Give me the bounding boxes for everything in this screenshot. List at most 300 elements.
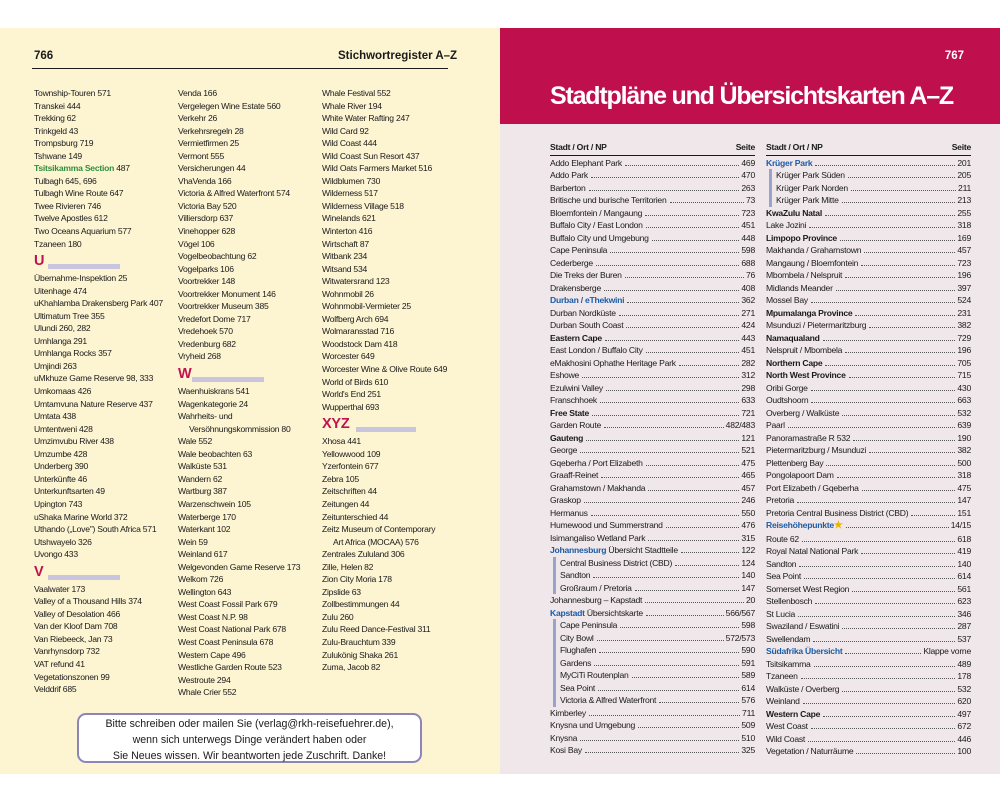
index-entry xyxy=(322,87,482,100)
header-name: Stadt / Ort / NP xyxy=(766,142,823,152)
entry-text: Winterton 416 xyxy=(322,226,373,237)
dot-leader xyxy=(825,215,955,216)
index-section-title: Stichwortregister A–Z xyxy=(338,50,458,62)
map-row xyxy=(550,232,755,245)
index-entry xyxy=(178,473,318,486)
map-name xyxy=(766,683,839,696)
index-entry xyxy=(34,671,174,684)
dot-leader xyxy=(849,377,956,378)
dot-leader xyxy=(804,578,955,579)
map-name-text: North West Province xyxy=(766,370,846,380)
heading-bar xyxy=(192,377,264,382)
map-name-text: Flughafen xyxy=(560,645,596,655)
entry-text: Ultimatum Tree 355 xyxy=(34,310,105,321)
index-entry xyxy=(322,623,482,636)
entry-text: Witsand 534 xyxy=(322,263,368,274)
map-row xyxy=(550,594,755,607)
entry-text: Wild Oats Farmers Market 516 xyxy=(322,163,432,174)
dot-leader xyxy=(869,452,955,453)
index-entry xyxy=(34,310,174,323)
map-row xyxy=(769,169,971,182)
index-entry xyxy=(34,645,174,658)
map-name xyxy=(560,557,672,570)
entry-text: Wahrheits- und xyxy=(178,411,233,422)
dot-leader xyxy=(648,490,739,491)
entry-text: Voortrekker 148 xyxy=(178,276,235,287)
map-page: 451 xyxy=(741,345,755,355)
entry-text: Vredefort Dome 717 xyxy=(178,313,251,324)
map-row xyxy=(766,645,971,658)
map-name-text: Gauteng xyxy=(550,432,584,443)
map-name xyxy=(766,207,822,220)
map-name-text: Durban / eThekwini xyxy=(550,295,625,305)
dot-leader xyxy=(853,440,955,441)
dot-leader xyxy=(855,315,955,316)
map-page: 147 xyxy=(741,582,755,593)
map-page: 122 xyxy=(741,545,755,555)
entry-text: Zille, Helen 82 xyxy=(322,561,374,572)
entry-text: Trekking 62 xyxy=(34,113,76,124)
map-name xyxy=(550,169,588,182)
entry-text: Uitenhage 474 xyxy=(34,285,87,296)
map-page: Klappe vorne xyxy=(923,646,971,656)
entry-text: Zeitungen 44 xyxy=(322,498,370,509)
index-entry xyxy=(178,125,318,138)
entry-text: Tzaneen 180 xyxy=(34,238,82,249)
entry-text: Umkomaas 426 xyxy=(34,386,92,397)
entry-text: uKhahlamba Drakensberg Park 407 xyxy=(34,298,163,309)
map-page: 151 xyxy=(957,507,971,518)
map-name-text: Oribi Gorge xyxy=(766,382,808,393)
map-name xyxy=(550,307,616,320)
map-name-text: Free State xyxy=(550,407,590,418)
dot-leader xyxy=(591,515,740,516)
map-name xyxy=(766,670,798,683)
index-entry xyxy=(178,398,318,411)
map-row xyxy=(550,407,755,420)
dot-leader xyxy=(666,527,740,528)
map-name-text: Graaff-Reinet xyxy=(550,470,599,480)
entry-text: Villiersdorp 637 xyxy=(178,213,234,224)
map-page: 430 xyxy=(957,382,971,393)
entry-text: Wild Coast Sun Resort 437 xyxy=(322,150,420,161)
index-entry xyxy=(322,363,482,376)
entry-text: Zulu-Brauchtum 339 xyxy=(322,636,396,647)
map-name xyxy=(766,720,808,733)
map-table-left xyxy=(550,141,755,757)
index-entry xyxy=(34,583,174,596)
index-entry xyxy=(34,448,174,461)
map-page: 639 xyxy=(957,420,971,430)
map-name xyxy=(766,620,839,633)
map-name-text: West Coast xyxy=(766,721,808,731)
entry-text: World of Birds 610 xyxy=(322,376,389,387)
map-name-text: Franschhoek xyxy=(550,395,597,405)
index-entry xyxy=(322,263,482,276)
index-entry xyxy=(34,272,174,285)
map-row xyxy=(766,608,971,621)
map-name-text: Hermanus xyxy=(550,507,588,518)
index-entry xyxy=(178,100,318,113)
index-entry xyxy=(34,137,174,150)
index-entry xyxy=(322,162,482,175)
map-row xyxy=(766,244,971,257)
dot-leader xyxy=(584,502,740,503)
map-row xyxy=(769,182,971,195)
index-entry xyxy=(178,200,318,213)
entry-text: Whale River 194 xyxy=(322,100,382,111)
map-name xyxy=(766,482,859,495)
map-name xyxy=(776,194,839,207)
map-page: 382 xyxy=(957,320,971,330)
entry-text: Witwatersrand 123 xyxy=(322,276,390,287)
index-entry xyxy=(34,372,174,385)
dot-leader xyxy=(845,352,955,353)
index-entry xyxy=(178,548,318,561)
map-name xyxy=(550,219,643,232)
dot-leader xyxy=(840,240,955,241)
index-entry xyxy=(34,498,174,511)
index-entry xyxy=(178,313,318,326)
index-entry xyxy=(322,313,482,326)
map-page: 73 xyxy=(745,195,755,205)
map-name xyxy=(766,344,842,357)
map-row xyxy=(550,482,755,495)
entry-text: Warzenschwein 105 xyxy=(178,498,251,509)
map-row xyxy=(766,658,971,671)
map-name xyxy=(550,244,607,257)
entry-text: Vredehoek 570 xyxy=(178,326,233,337)
dot-leader xyxy=(864,252,955,253)
map-name-text: Gqeberha / Port Elizabeth xyxy=(550,457,643,468)
map-page: 424 xyxy=(741,320,755,330)
dot-leader xyxy=(811,302,955,303)
map-name-text: Limpopo Province xyxy=(766,232,837,243)
dot-leader xyxy=(593,577,739,578)
entry-text: Verkehrsregeln 28 xyxy=(178,125,244,136)
map-name-text: Pretoria xyxy=(766,495,795,505)
entry-text: Vaalwater 173 xyxy=(34,583,86,594)
index-entry xyxy=(34,297,174,310)
dot-leader xyxy=(620,627,739,628)
map-page: 231 xyxy=(957,307,971,318)
map-row xyxy=(766,633,971,646)
map-name-text: Somerset West Region xyxy=(766,583,850,594)
map-name xyxy=(550,207,642,220)
entry-text: Vermietfirmen 25 xyxy=(178,138,239,149)
index-entry xyxy=(322,288,482,301)
map-name-text: Mpumalanga Province xyxy=(766,307,853,318)
dot-leader xyxy=(869,327,955,328)
map-page: 589 xyxy=(741,670,755,680)
map-row xyxy=(766,369,971,382)
index-entry xyxy=(178,511,318,524)
index-entry xyxy=(34,398,174,411)
map-page: 346 xyxy=(957,608,971,619)
entry-text: Vredenburg 682 xyxy=(178,338,236,349)
dot-leader xyxy=(814,666,956,667)
map-row xyxy=(766,620,971,633)
entry-text: Zulu 260 xyxy=(322,611,354,622)
map-name-text: Krüger Park Mitte xyxy=(776,195,839,205)
map-name xyxy=(766,294,808,307)
map-name xyxy=(550,294,624,307)
dot-leader xyxy=(815,603,955,604)
map-name-text: Cederberge xyxy=(550,257,593,268)
index-entry xyxy=(322,636,482,649)
map-name xyxy=(766,307,852,320)
map-name-text: Humewood und Summerstrand xyxy=(550,520,663,530)
entry-text: Vinehopper 628 xyxy=(178,226,236,237)
map-page: 211 xyxy=(958,182,971,193)
entry-text: Voortrekker Monument 146 xyxy=(178,288,276,299)
map-row xyxy=(553,644,755,657)
map-row xyxy=(766,457,971,470)
index-entry xyxy=(178,212,318,225)
map-row xyxy=(766,482,971,495)
index-entry xyxy=(322,200,482,213)
map-name xyxy=(766,444,866,457)
map-row xyxy=(766,394,971,407)
map-row xyxy=(550,394,755,407)
dot-leader xyxy=(861,553,955,554)
entry-text: Winelands 621 xyxy=(322,213,376,224)
map-name-text: Sandton xyxy=(766,558,797,569)
map-row xyxy=(766,407,971,420)
entry-text: Voortrekker Museum 385 xyxy=(178,301,269,312)
entry-text: Van Riebeeck, Jan 73 xyxy=(34,633,113,644)
map-row xyxy=(550,169,755,182)
map-name-text: Swaziland / Eswatini xyxy=(766,621,840,631)
entry-text: Wupperthal 693 xyxy=(322,401,380,412)
map-row xyxy=(550,707,755,720)
map-page: 397 xyxy=(957,282,971,293)
index-entry xyxy=(178,435,318,448)
map-name-text: Western Cape xyxy=(766,708,821,719)
dot-leader xyxy=(811,390,956,391)
map-name xyxy=(766,332,820,345)
entry-text: Whale Festival 552 xyxy=(322,88,391,98)
dot-leader xyxy=(591,177,740,178)
map-row xyxy=(550,607,755,620)
index-entry xyxy=(34,125,174,138)
entry-text: Westliche Garden Route 523 xyxy=(178,662,282,673)
map-row xyxy=(553,557,755,570)
map-name xyxy=(776,169,845,182)
page-title: Stadtpläne und Übersichtskarten A–Z xyxy=(550,82,953,110)
map-row xyxy=(766,469,971,482)
dot-leader xyxy=(842,628,955,629)
index-entry xyxy=(178,385,318,398)
index-entry xyxy=(322,536,482,549)
map-page: 618 xyxy=(957,533,971,544)
index-entry xyxy=(178,338,318,351)
index-entry xyxy=(322,485,482,498)
map-name-text: Cape Peninsula xyxy=(550,245,608,255)
entry-text: Yzerfontein 677 xyxy=(322,461,379,472)
right-page-number: 767 xyxy=(944,50,964,62)
map-page: 196 xyxy=(957,270,971,280)
dot-leader xyxy=(836,290,956,291)
map-name xyxy=(766,745,853,758)
dot-leader xyxy=(626,327,739,328)
map-row xyxy=(550,382,755,395)
map-name xyxy=(550,707,586,720)
map-page: 572/573 xyxy=(725,632,755,643)
dot-leader xyxy=(826,465,955,466)
dot-leader xyxy=(600,402,739,403)
map-row xyxy=(766,545,971,558)
table-header xyxy=(766,141,971,156)
index-entry xyxy=(178,448,318,461)
dot-leader xyxy=(580,740,739,741)
entry-text: Westroute 294 xyxy=(178,674,231,685)
map-page: 76 xyxy=(745,270,755,280)
dot-leader xyxy=(837,477,956,478)
map-name-text: Mangaung / Bloemfontein xyxy=(766,257,859,268)
map-name xyxy=(560,644,596,657)
map-row xyxy=(550,294,755,307)
dot-leader xyxy=(851,190,956,191)
map-name-text: Kosi Bay xyxy=(550,745,582,755)
dot-leader xyxy=(632,677,740,678)
map-page: 663 xyxy=(957,395,971,405)
map-name-text: Grahamstown / Makhanda xyxy=(550,482,646,493)
index-entry xyxy=(178,325,318,338)
map-row xyxy=(550,257,755,270)
map-name xyxy=(560,694,656,707)
map-page: 271 xyxy=(741,307,755,318)
map-name xyxy=(766,570,801,583)
index-entry xyxy=(322,649,482,662)
map-page: 318 xyxy=(957,220,971,230)
entry-text: Twelve Apostles 612 xyxy=(34,213,108,224)
entry-text: Vermont 555 xyxy=(178,150,224,161)
index-entry xyxy=(322,611,482,624)
map-page: 201 xyxy=(957,157,971,168)
index-entry xyxy=(34,175,174,188)
entry-text: Unterkünfte 46 xyxy=(34,473,87,484)
map-row xyxy=(766,157,971,170)
map-row xyxy=(550,344,755,357)
index-entry xyxy=(34,200,174,213)
entry-text: Waterberge 170 xyxy=(178,511,236,522)
dot-leader xyxy=(823,716,955,717)
entry-text: Welkom 726 xyxy=(178,574,224,585)
map-row xyxy=(766,507,971,520)
map-page: 362 xyxy=(741,295,755,305)
map-name-text: Gardens xyxy=(560,657,592,668)
map-name xyxy=(550,482,645,495)
map-row xyxy=(550,469,755,482)
map-row xyxy=(766,332,971,345)
map-row xyxy=(553,632,755,645)
map-name xyxy=(766,457,823,470)
map-page: 419 xyxy=(957,546,971,556)
dot-leader xyxy=(823,340,956,341)
map-page: 446 xyxy=(957,733,971,744)
index-entry xyxy=(34,335,174,348)
entry-text: Zipslide 63 xyxy=(322,586,361,597)
index-entry xyxy=(322,338,482,351)
dot-leader xyxy=(797,502,955,503)
index-entry xyxy=(322,350,482,363)
map-name-text: Mossel Bay xyxy=(766,295,808,305)
map-name-text: Garden Route xyxy=(550,420,601,430)
map-row xyxy=(766,708,971,721)
map-name xyxy=(766,419,785,432)
map-page: 14/15 xyxy=(950,520,971,530)
map-row xyxy=(553,569,755,582)
dot-leader xyxy=(619,315,740,316)
map-name-text: Die Treks der Buren xyxy=(550,270,622,280)
map-page: 169 xyxy=(957,232,971,243)
map-name-text: Buffalo City und Umgebung xyxy=(550,232,649,243)
entry-text: Vogelbeobachtung 62 xyxy=(178,251,257,262)
map-page: 614 xyxy=(741,682,755,693)
entry-text: Trompsburg 719 xyxy=(34,138,94,149)
index-entry xyxy=(178,263,318,276)
map-row xyxy=(550,744,755,757)
table-rows xyxy=(766,157,971,758)
map-row xyxy=(550,332,755,345)
map-page: 457 xyxy=(957,245,971,255)
entry-text: Wandern 62 xyxy=(178,473,222,484)
map-page: 457 xyxy=(741,482,755,493)
map-page: 711 xyxy=(742,707,755,718)
index-column-2 xyxy=(178,87,318,699)
map-name xyxy=(550,369,579,382)
map-row xyxy=(766,307,971,320)
map-page: 672 xyxy=(957,721,971,731)
entry-text: Umtentweni 428 xyxy=(34,423,93,434)
map-page: 124 xyxy=(741,557,755,568)
map-name xyxy=(766,232,837,245)
map-page: 140 xyxy=(957,558,971,569)
map-row xyxy=(550,719,755,732)
entry-text: Wolfberg Arch 694 xyxy=(322,313,389,324)
map-name-text: Weinland xyxy=(766,696,800,706)
index-entry xyxy=(322,401,482,414)
map-page: 315 xyxy=(741,532,755,543)
map-name xyxy=(550,719,635,732)
map-name-text: City Bowl xyxy=(560,632,594,643)
map-name-text: Ezulwini Valley xyxy=(550,382,603,393)
map-name xyxy=(550,544,678,557)
map-name xyxy=(766,507,908,520)
dot-leader xyxy=(811,728,956,729)
entry-text: Zollbestimmungen 44 xyxy=(322,599,400,610)
map-page: 591 xyxy=(741,657,755,668)
index-entry xyxy=(178,137,318,150)
map-row xyxy=(766,695,971,708)
map-name-text: Sea Point xyxy=(560,682,596,693)
map-name xyxy=(766,269,842,282)
map-name-text: Krüger Park Süden xyxy=(776,170,845,180)
map-name-text: Krüger Park xyxy=(766,157,813,168)
entry-text: Wohnmobil-Vermieter 25 xyxy=(322,301,411,312)
map-page: 590 xyxy=(741,645,755,655)
map-page: 465 xyxy=(741,470,755,480)
map-row xyxy=(550,182,755,195)
map-name xyxy=(766,319,866,332)
map-page: 524 xyxy=(957,295,971,305)
index-entry xyxy=(322,598,482,611)
map-name-text: Lake Jozini xyxy=(766,220,807,230)
map-name-text: Swellendam xyxy=(766,633,811,644)
entry-text: Worcester Wine & Olive Route 649 xyxy=(322,364,448,375)
index-entry xyxy=(322,561,482,574)
